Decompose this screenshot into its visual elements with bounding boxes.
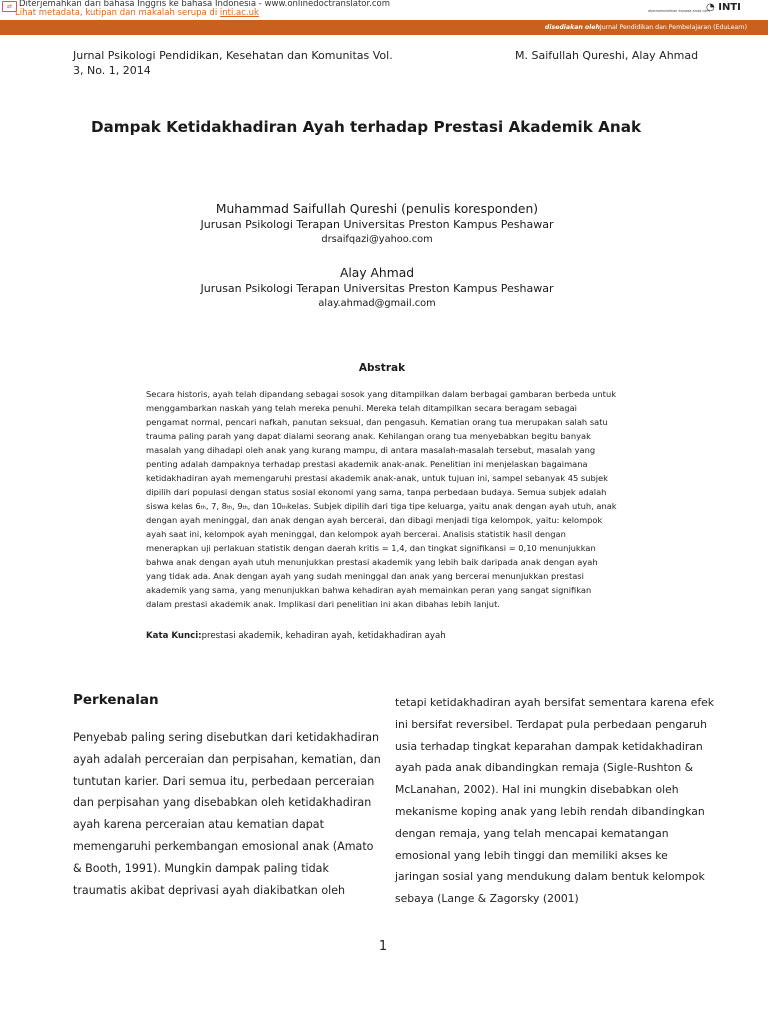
abstract-line: dengan ayah meninggal, dan anak dengan ayah bercerai, dan dibagi menjadi tiga kelompok, yaitu: kelompok — [146, 515, 603, 525]
grade-text: kelas. Subjek dipilih dari tiga tipe keluarga, yaitu anak dengan ayah utuh, anak — [287, 501, 617, 511]
abstract-line: bahwa anak dengan ayah utuh menunjukkan prestasi akademik yang lebih baik daripada anak dengan ayah — [146, 557, 598, 567]
abstract-heading: Abstrak — [358, 362, 406, 374]
body-line: tetapi ketidakhadiran ayah bersifat sementara karena efek — [395, 696, 715, 709]
abstract-line: ketidakhadiran ayah memengaruhi prestasi akademik anak-anak, untuk tujuan ini, sampel sebanyak 45 subjek — [146, 473, 608, 483]
author-name: Alay Ahmad — [339, 266, 415, 280]
abstract-line: Secara historis, ayah telah dipandang sebagai sosok yang ditampilkan dalam berbagai gambaran berbeda untuk — [146, 389, 617, 399]
ordinal-suffix: th — [200, 505, 206, 511]
section-heading-introduction: Perkenalan — [73, 692, 159, 708]
abstract-line: masalah yang dihadapi oleh anak yang kurang mampu, di antara masalah-masalah tersebut, masalah yang — [146, 445, 596, 455]
body-column-left — [73, 727, 383, 901]
body-line: & Booth, 1991). Mungkin dampak paling tidak — [73, 861, 329, 875]
author-email[interactable]: drsaifqazi@yahoo.com — [321, 234, 433, 245]
author-name: Muhammad Saifullah Qureshi (penulis koresponden) — [215, 202, 539, 216]
page-number: 1 — [378, 939, 388, 954]
grade-text: , 9 — [232, 501, 243, 511]
body-line: dengan remaja, yang telah mencapai kematangan — [395, 826, 669, 840]
logo-icon: ◔ — [706, 2, 715, 13]
keywords-label: Kata Kunci: — [146, 631, 202, 641]
body-line: tuntutan karier. Dari semua itu, perbedaan perceraian — [73, 774, 375, 788]
running-header-authors: M. Saifullah Qureshi, Alay Ahmad — [515, 49, 699, 62]
body-line: mekanisme koping anak yang lebih rendah dibandingkan — [395, 804, 705, 818]
provided-by[interactable] — [545, 21, 747, 34]
logo-text: INTI — [718, 2, 741, 13]
abstract-line: yang tidak ada. Anak dengan ayah yang sudah meninggal dan anak yang bercerai menunjukkan prestasi — [146, 571, 584, 581]
abstract-line: dalam prestasi akademik anak. Implikasi dari penelitian ini akan dibahas lebih lanjut. — [146, 599, 500, 609]
repository-logo[interactable] — [706, 2, 741, 13]
author-email[interactable]: alay.ahmad@gmail.com — [318, 298, 436, 309]
body-line: jaringan sosial yang mendukung dalam bentuk kelompok — [395, 870, 705, 884]
grade-text: , 7, 8 — [205, 501, 227, 511]
body-line: emosional yang lebih tinggi dan memiliki akses ke — [395, 848, 668, 862]
ordinal-suffix: th — [281, 505, 288, 511]
keywords-list: prestasi akademik, kehadiran ayah, ketidakhadiran ayah — [201, 631, 446, 641]
body-line: Penyebab paling sering disebutkan dari ketidakhadiran — [73, 731, 380, 744]
metadata-link[interactable]: inti.ac.uk — [219, 8, 259, 18]
metadata-prefix: Lihat metadata, kutipan dan makalah serupa di — [15, 8, 218, 18]
document-translator-icon: ⇄ — [2, 1, 17, 12]
grade-text: siswa kelas 6 — [146, 501, 201, 511]
body-line: dan perpisahan yang disebabkan oleh ketidakhadiran — [73, 796, 372, 810]
body-line: sebaya (Lange & Zagorsky (2001) — [395, 892, 579, 906]
abstract-body — [146, 387, 628, 611]
body-line: memengaruhi perkembangan emosional anak (Amato — [73, 839, 374, 853]
abstract-line: penting adalah dampaknya terhadap prestasi akademik anak-anak. Penelitian ini menjelaskan bagaimana — [146, 459, 588, 469]
abstract-line: menggambarkan naskah yang telah mereka penuhi. Mereka telah ditampilkan secara beragam sebagai — [146, 403, 577, 413]
author-affiliation: Jurusan Psikologi Terapan Universitas Preston Kampus Peshawar — [200, 218, 554, 231]
metadata-link-line[interactable] — [15, 8, 259, 18]
body-line: ayah adalah perceraian dan perpisahan, kematian, dan — [73, 752, 381, 766]
abstract-line: akademik yang sama, yang menunjukkan bahwa kehadiran ayah memainkan peran yang sangat signifikan — [146, 585, 592, 595]
body-line: McLanahan, 2002). Hal ini mungkin disebabkan oleh — [395, 783, 679, 797]
body-line: ini bersifat reversibel. Terdapat pula perbedaan pengaruh — [395, 717, 707, 731]
author-block — [0, 266, 754, 309]
body-column-right — [395, 692, 715, 910]
ordinal-suffix: th — [226, 505, 233, 511]
provided-by-value[interactable]: Jurnal Pendidikan dan Pembelajaran (EduLearn) — [599, 24, 747, 31]
body-line: usia terhadap tingkat keparahan dampak ketidakhadiran — [395, 739, 703, 753]
paper-title: Dampak Ketidakhadiran Ayah terhadap Prestasi Akademik Anak — [90, 118, 642, 136]
abstract-line: menerapkan uji perlakuan statistik dengan daerah kritis = 1,4, dan tingkat signifikansi = 0,10 menunjukkan — [146, 543, 596, 553]
keywords — [146, 631, 446, 641]
abstract-grade-line — [146, 499, 628, 513]
author-affiliation: Jurusan Psikologi Terapan Universitas Preston Kampus Peshawar — [200, 282, 554, 295]
author-block — [0, 202, 754, 245]
logo-caption: dipersembahkan kepada anda oleh — [648, 9, 710, 13]
body-line: ayah pada anak dibandingkan remaja (Sigle-Rushton & — [395, 761, 694, 775]
body-line: traumatis akibat deprivasi ayah diakibatkan oleh — [73, 883, 346, 897]
ordinal-suffix: th — [242, 505, 248, 511]
abstract-line: pengamat normal, pencari nafkah, panutan seksual, dan pengasuh. Kematian orang tua merupakan salah satu — [146, 417, 608, 427]
translator-note: Diterjemahkan dari bahasa Inggris ke bahasa Indonesia - www.onlinedoctranslator.com — [19, 0, 391, 9]
grade-text: , dan 10 — [247, 501, 282, 511]
abstract-line: trauma paling parah yang dapat dialami seorang anak. Kehilangan orang tua menyebabkan begitu banyak — [146, 431, 591, 441]
journal-citation: Jurnal Psikologi Pendidikan, Kesehatan dan Komunitas Vol. 3, No. 1, 2014 — [73, 49, 393, 77]
abstract-line: ayah saat ini, kelompok ayah meninggal, dan kelompok ayah bercerai. Analisis statistik hasil dengan — [146, 529, 566, 539]
body-line: ayah karena perceraian atau kematian dapat — [73, 818, 324, 832]
provided-by-label: disediakan oleh — [544, 24, 600, 31]
abstract-line: dipilih dari populasi dengan status sosial ekonomi yang sama, tanpa perbedaan budaya. Semua subjek adalah — [146, 487, 607, 497]
